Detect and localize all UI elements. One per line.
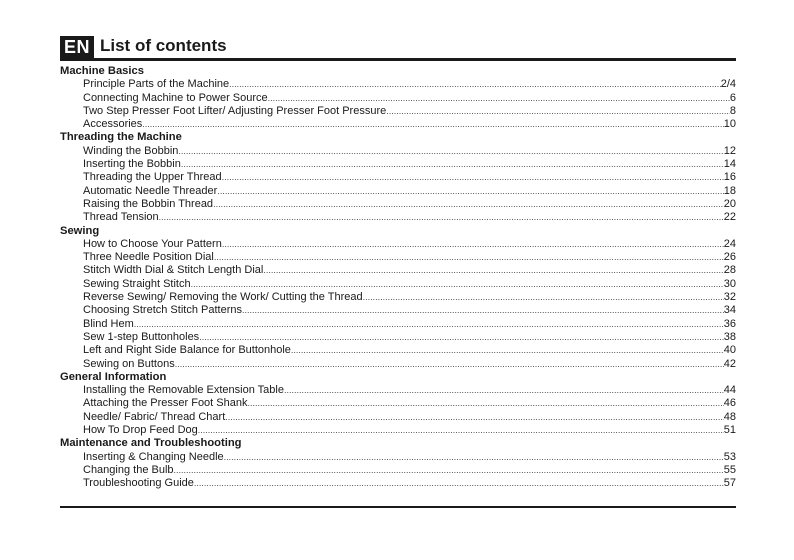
section-title-general-information: General Information [60, 370, 167, 383]
dot-leader [217, 185, 723, 198]
dot-leader [213, 198, 724, 211]
toc-entry-title: Left and Right Side Balance for Buttonhole [83, 344, 291, 357]
toc-entry-title: Principle Parts of the Machine [83, 78, 230, 91]
toc-entry-title: Two Step Presser Foot Lifter/ Adjusting Presser Foot Pressure [83, 104, 387, 117]
dot-leader [229, 78, 721, 91]
toc-entry-title: Connecting Machine to Power Source [83, 91, 268, 104]
toc-entry-page: 22 [723, 211, 736, 224]
toc-entry-page: 14 [723, 158, 736, 171]
section-title-sewing: Sewing [60, 224, 100, 237]
toc-entry-page: 16 [723, 171, 736, 184]
dot-leader [225, 411, 723, 424]
toc-entry [60, 318, 736, 331]
toc-entry [60, 92, 736, 105]
dot-leader [386, 105, 730, 118]
toc-entry-page: 42 [723, 357, 736, 370]
dot-leader [222, 238, 724, 251]
toc-entry-title: Automatic Needle Threader [83, 184, 218, 197]
toc-entry-page: 6 [729, 91, 736, 104]
toc-entry-title: Sewing Straight Stitch [83, 277, 191, 290]
toc-entry-title: Needle/ Fabric/ Thread Chart [83, 410, 226, 423]
dot-leader [174, 464, 724, 477]
dot-leader [199, 331, 724, 344]
toc-entry-title: Changing the Bulb [83, 463, 174, 476]
toc-entry-page: 26 [723, 251, 736, 264]
section-title-maintenance-and-troubleshooting: Maintenance and Troubleshooting [60, 437, 242, 450]
dot-leader [181, 158, 724, 171]
toc-entry [60, 251, 736, 264]
toc-entry-page: 57 [723, 477, 736, 490]
toc-entry-page: 46 [723, 397, 736, 410]
toc-entry-page: 30 [723, 277, 736, 290]
toc-entry-page: 28 [723, 264, 736, 277]
toc-entry-page: 18 [723, 184, 736, 197]
dot-leader [222, 171, 724, 184]
toc-entry-title: Troubleshooting Guide [83, 477, 194, 490]
toc-entry [60, 198, 736, 211]
toc-entry-page: 8 [729, 104, 736, 117]
table-of-contents [60, 65, 736, 491]
toc-entry-page: 55 [723, 463, 736, 476]
toc-entry [60, 344, 736, 357]
toc-entry-page: 53 [723, 450, 736, 463]
dot-leader [242, 304, 724, 317]
toc-entry-title: Accessories [83, 118, 143, 131]
toc-entry-page: 32 [723, 291, 736, 304]
dot-leader [159, 211, 724, 224]
header-rule [60, 58, 736, 61]
toc-entry-title: Three Needle Position Dial [83, 251, 214, 264]
toc-entry [60, 397, 736, 410]
dot-leader [214, 251, 724, 264]
dot-leader [247, 397, 723, 410]
dot-leader [134, 318, 724, 331]
dot-leader [191, 278, 724, 291]
toc-entry [60, 211, 736, 224]
page-title: List of contents [100, 36, 227, 55]
toc-entry [60, 264, 736, 277]
toc-entry-page: 48 [723, 410, 736, 423]
toc-entry-page: 38 [723, 330, 736, 343]
toc-entry [60, 185, 736, 198]
toc-entry [60, 384, 736, 397]
toc-entry-title: Winding the Bobbin [83, 144, 179, 157]
dot-leader [178, 145, 723, 158]
toc-entry-page: 20 [723, 197, 736, 210]
toc-entry-title: Sewing on Buttons [83, 357, 175, 370]
toc-entry-title: Attaching the Presser Foot Shank [83, 397, 248, 410]
toc-entry [60, 105, 736, 118]
toc-entry [60, 158, 736, 171]
toc-entry-title: Thread Tension [83, 211, 159, 224]
footer-rule [60, 506, 736, 508]
toc-entry-title: Blind Hem [83, 317, 134, 330]
toc-entry-title: Installing the Removable Extension Table [83, 384, 284, 397]
toc-entry [60, 411, 736, 424]
toc-entry-title: How To Drop Feed Dog [83, 424, 198, 437]
toc-entry-page: 24 [723, 237, 736, 250]
dot-leader [142, 118, 723, 131]
toc-entry [60, 451, 736, 464]
dot-leader [363, 291, 724, 304]
dot-leader [198, 424, 724, 437]
toc-entry-title: Raising the Bobbin Thread [83, 197, 214, 210]
toc-entry-page: 40 [723, 344, 736, 357]
toc-entry [60, 358, 736, 371]
toc-entry [60, 464, 736, 477]
toc-entry-title: Choosing Stretch Stitch Patterns [83, 304, 242, 317]
toc-entry-page: 44 [723, 384, 736, 397]
toc-entry-page: 2/4 [720, 78, 736, 91]
page-header [60, 36, 736, 58]
language-badge: EN [60, 36, 94, 58]
dot-leader [175, 358, 724, 371]
toc-entry-title: Stitch Width Dial & Stitch Length Dial [83, 264, 264, 277]
toc-entry-title: Threading the Upper Thread [83, 171, 222, 184]
dot-leader [284, 384, 724, 397]
dot-leader [224, 451, 724, 464]
dot-leader [268, 92, 730, 105]
section-title-machine-basics: Machine Basics [60, 65, 144, 77]
toc-entry [60, 238, 736, 251]
toc-entry [60, 118, 736, 131]
toc-entry [60, 424, 736, 437]
toc-entry [60, 291, 736, 304]
toc-entry [60, 278, 736, 291]
section-title-threading-the-machine: Threading the Machine [60, 131, 182, 144]
toc-entry-title: Sew 1-step Buttonholes [83, 330, 200, 343]
toc-entry [60, 477, 736, 490]
toc-entry [60, 304, 736, 317]
toc-entry-title: Inserting the Bobbin [83, 158, 181, 171]
toc-entry [60, 171, 736, 184]
dot-leader [194, 477, 724, 490]
toc-entry-page: 10 [723, 118, 736, 131]
toc-entry-title: Inserting & Changing Needle [83, 450, 224, 463]
toc-entry [60, 145, 736, 158]
toc-entry-page: 34 [723, 304, 736, 317]
dot-leader [263, 264, 723, 277]
toc-entry-title: How to Choose Your Pattern [83, 237, 222, 250]
toc-entry-page: 12 [723, 144, 736, 157]
toc-entry-page: 36 [723, 317, 736, 330]
toc-entry [60, 331, 736, 344]
toc-entry-title: Reverse Sewing/ Removing the Work/ Cutting the Thread [83, 291, 363, 304]
dot-leader [291, 344, 724, 357]
toc-entry [60, 78, 736, 91]
toc-entry-page: 51 [723, 424, 736, 437]
